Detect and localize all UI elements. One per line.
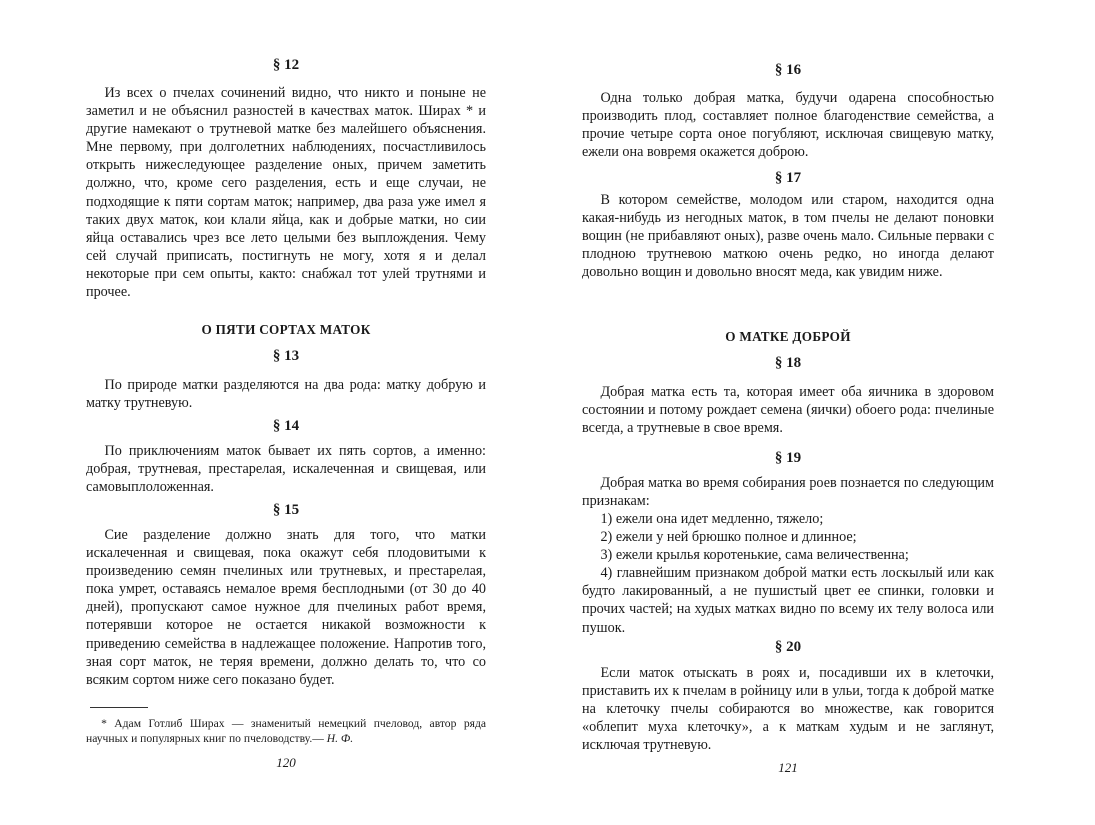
list-item: 2) ежели у ней брюшко полное и длинное;: [600, 529, 857, 546]
footnote-rule: [90, 707, 148, 708]
section-14-title: § 14: [272, 418, 300, 434]
footnote-text: * Адам Готлиб Ширах — знаменитый немецкий пчеловод, автор ряда научных и популярных книг по пчеловодству.—: [86, 717, 486, 745]
section-19-list: [582, 510, 994, 637]
section-17-text: В котором семействе, молодом или старом, находится одна какая-нибудь из негодных маток, в том пчелы не делают поновки вощин (не прибавляют оных), разве очень мало. Сильные перваки с плодною трутневою маткою очень редко, но иногда делают довольно вощин и довольно вносят меда, как увидим ниже.: [582, 192, 994, 281]
section-16-title: § 16: [774, 62, 802, 78]
page-number-left: 120: [276, 755, 296, 770]
section-19-title: § 19: [774, 450, 802, 466]
section-18-text: Добрая матка есть та, которая имеет оба яичника в здоровом состоянии и потому рождает семена (яички) обоего рода: пчелиные всегда, а трутневые в свое время.: [582, 384, 994, 437]
section-15-text: Сие разделение должно знать для того, что матки искалеченная и свищевая, пока окажут себя плодовитыми к произведению семян пчелиных или трутневых, и престарелая, пока умрет, оставаясь немалое время бесплодными (от 30 до 40 дней), пропускают самое нужное для пчелиных работ время, потерявши которое не остается никакой возможности к приведению семейства в надлежащее положение. Напротив того, зная сорт маток, не теряя времени, должно делать то, что со всяким сортом ниже сего показано будет.: [86, 527, 486, 688]
list-item: 4) главнейшим признаком доброй матки есть лоскылый или как будто лакированный, а не пушистый цвет ее спинки, головки и прочих частей; на худых матках видно по всему их телу волоса или пушок.: [582, 565, 994, 636]
section-15-title: § 15: [272, 502, 300, 518]
section-13-text: По природе матки разделяются на два рода: матку добрую и матку трутневую.: [86, 377, 486, 412]
list-item: 1) ежели она идет медленно, тяжело;: [600, 511, 824, 527]
section-18-title: § 18: [774, 355, 802, 371]
section-13-title: § 13: [272, 348, 300, 364]
section-12-text: Из всех о пчелах сочинений видно, что никто и поныне не заметил и не объяснил разностей в качествах маток. Ширах * и другие намекают о трутневой матке без малейшего объяснения. Мне первому, при долголетних наблюдениях, посчастливилось открыть нижеследующее разделение оных, причем заметить должно, что, кроме сего разделения, есть и еще случаи, не подходящие к пяти сортам маток; например, два раза уже имел я таких двух маток, кои клали яйца, как и добрые матки, но сии яйца оставались чрез все лето целыми без выплождения. Чему сей случай приписать, постигнуть не могу, хотя я и делал некоторые при сем опыты, както: снабжал тот улей трутнями и прочее.: [86, 85, 486, 301]
section-20-title: § 20: [774, 639, 802, 655]
footnote: [86, 716, 486, 746]
section-14-text: По приключениям маток бывает их пять сортов, а именно: добрая, трутневая, престарелая, искалеченная и свищевая, или самовыплоложенная.: [86, 443, 486, 496]
section-12-title: § 12: [272, 57, 300, 73]
section-17-title: § 17: [774, 170, 802, 186]
section-16-text: Одна только добрая матка, будучи одарена способностью производить плод, составляет полное благоденствие семейства, а прочие четыре сорта оное погубляют, исключая свищевую матку, ежели она вовремя окажется доброю.: [582, 90, 994, 161]
footnote-signature: Н. Ф.: [326, 732, 354, 745]
chapter-heading-good-queen: О МАТКЕ ДОБРОЙ: [725, 329, 851, 344]
chapter-heading-five-sorts: О ПЯТИ СОРТАХ МАТОК: [201, 322, 371, 337]
list-item: 3) ежели крылья коротенькие, сама величественна;: [600, 547, 909, 564]
page-number-right: 121: [778, 760, 798, 775]
section-19-intro: Добрая матка во время собирания роев познается по следующим признакам:: [582, 475, 994, 510]
section-20-text: Если маток отыскать в роях и, посадивши их в клеточки, приставить их к пчелам в ройницу или в ульи, тогда к доброй матке на клеточку пчелы собираются во множестве, как говорится «облепит муха клеточку», а к маткам худым и не заглянут, исключая трутневую.: [582, 665, 994, 754]
